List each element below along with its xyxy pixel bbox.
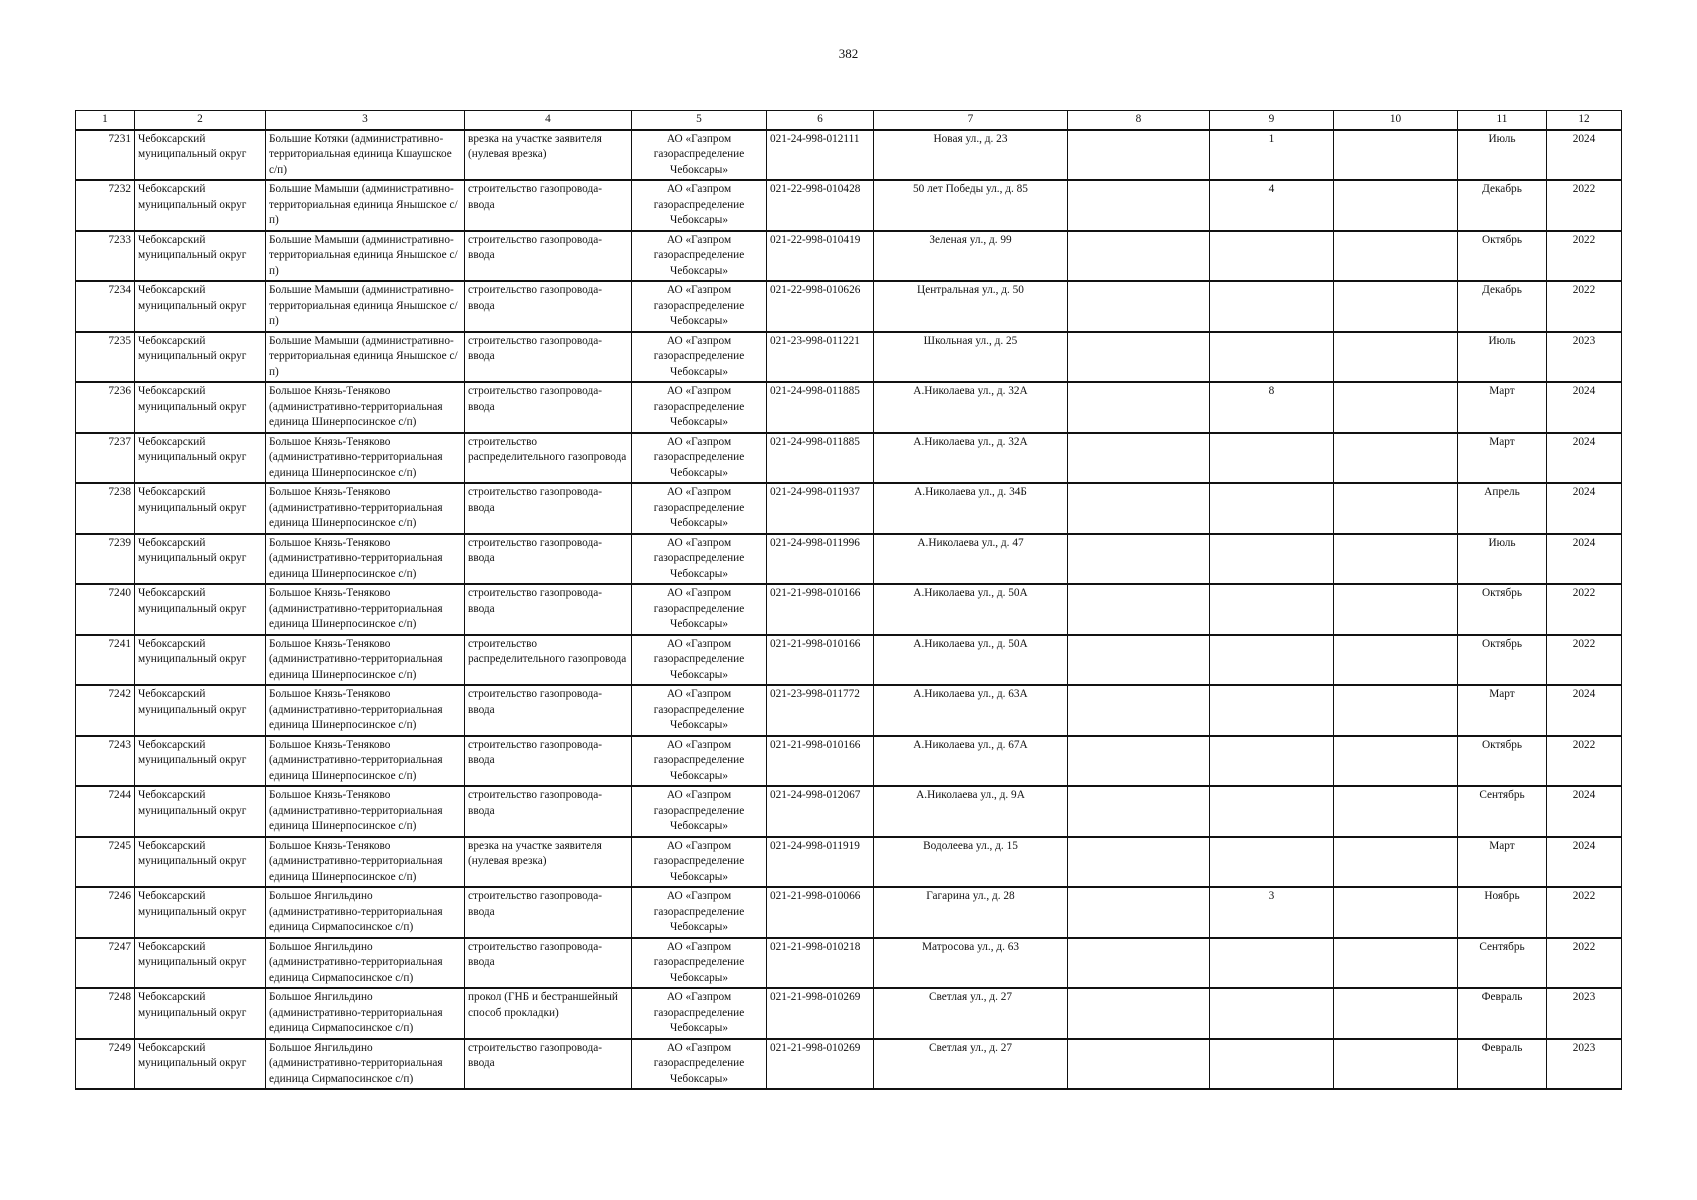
- column-header: 1: [76, 111, 135, 130]
- cell-col9: [1210, 736, 1334, 787]
- cell-code: 021-21-998-010269: [767, 988, 874, 1039]
- cell-col8: [1068, 988, 1210, 1039]
- cell-code: 021-21-998-010269: [767, 1039, 874, 1090]
- column-header: 6: [767, 111, 874, 130]
- cell-col9: [1210, 685, 1334, 736]
- cell-year: 2022: [1547, 281, 1622, 332]
- cell-col8: [1068, 180, 1210, 231]
- cell-work-type: врезка на участке заявителя (нулевая врезка): [465, 130, 632, 181]
- cell-number: 7246: [76, 887, 135, 938]
- cell-code: 021-22-998-010626: [767, 281, 874, 332]
- cell-number: 7249: [76, 1039, 135, 1090]
- column-header: 5: [632, 111, 767, 130]
- cell-month: Декабрь: [1458, 281, 1547, 332]
- cell-number: 7242: [76, 685, 135, 736]
- cell-district: Чебоксарский муниципальный округ: [135, 938, 266, 989]
- cell-number: 7234: [76, 281, 135, 332]
- cell-district: Чебоксарский муниципальный округ: [135, 685, 266, 736]
- cell-month: Март: [1458, 837, 1547, 888]
- cell-organization: АО «Газпром газораспределение Чебоксары»: [632, 584, 767, 635]
- cell-col9: [1210, 281, 1334, 332]
- cell-col8: [1068, 483, 1210, 534]
- cell-organization: АО «Газпром газораспределение Чебоксары»: [632, 988, 767, 1039]
- cell-col8: [1068, 382, 1210, 433]
- cell-address: Зеленая ул., д. 99: [874, 231, 1068, 282]
- cell-code: 021-21-998-010218: [767, 938, 874, 989]
- cell-col9: [1210, 534, 1334, 585]
- cell-organization: АО «Газпром газораспределение Чебоксары»: [632, 483, 767, 534]
- cell-year: 2022: [1547, 584, 1622, 635]
- cell-code: 021-21-998-010166: [767, 635, 874, 686]
- cell-month: Октябрь: [1458, 584, 1547, 635]
- table-row: [76, 988, 1622, 1039]
- cell-code: 021-24-998-012067: [767, 786, 874, 837]
- cell-month: Июль: [1458, 130, 1547, 181]
- cell-organization: АО «Газпром газораспределение Чебоксары»: [632, 786, 767, 837]
- table-row: [76, 483, 1622, 534]
- cell-district: Чебоксарский муниципальный округ: [135, 130, 266, 181]
- cell-district: Чебоксарский муниципальный округ: [135, 433, 266, 484]
- cell-work-type: строительство газопровода-ввода: [465, 584, 632, 635]
- cell-district: Чебоксарский муниципальный округ: [135, 786, 266, 837]
- cell-col10: [1334, 534, 1458, 585]
- cell-code: 021-24-998-011885: [767, 382, 874, 433]
- cell-year: 2024: [1547, 786, 1622, 837]
- cell-col10: [1334, 837, 1458, 888]
- cell-col10: [1334, 130, 1458, 181]
- cell-district: Чебоксарский муниципальный округ: [135, 1039, 266, 1090]
- cell-address: А.Николаева ул., д. 34Б: [874, 483, 1068, 534]
- cell-settlement: Большое Князь-Теняково (административно-территориальная единица Шинерпосинское с/п): [266, 786, 465, 837]
- cell-work-type: строительство распределительного газопровода: [465, 635, 632, 686]
- cell-year: 2024: [1547, 130, 1622, 181]
- cell-organization: АО «Газпром газораспределение Чебоксары»: [632, 332, 767, 383]
- data-table: [75, 110, 1622, 1090]
- cell-code: 021-24-998-011919: [767, 837, 874, 888]
- cell-number: 7239: [76, 534, 135, 585]
- column-header: 7: [874, 111, 1068, 130]
- cell-organization: АО «Газпром газораспределение Чебоксары»: [632, 736, 767, 787]
- cell-address: Центральная ул., д. 50: [874, 281, 1068, 332]
- cell-organization: АО «Газпром газораспределение Чебоксары»: [632, 635, 767, 686]
- cell-code: 021-24-998-012111: [767, 130, 874, 181]
- cell-col8: [1068, 1039, 1210, 1090]
- table-row: [76, 584, 1622, 635]
- cell-code: 021-24-998-011885: [767, 433, 874, 484]
- cell-code: 021-22-998-010428: [767, 180, 874, 231]
- cell-code: 021-23-998-011221: [767, 332, 874, 383]
- cell-organization: АО «Газпром газораспределение Чебоксары»: [632, 231, 767, 282]
- table-row: [76, 837, 1622, 888]
- cell-year: 2022: [1547, 938, 1622, 989]
- table-row: [76, 736, 1622, 787]
- cell-work-type: строительство газопровода-ввода: [465, 180, 632, 231]
- cell-year: 2023: [1547, 332, 1622, 383]
- cell-organization: АО «Газпром газораспределение Чебоксары»: [632, 382, 767, 433]
- cell-address: Матросова ул., д. 63: [874, 938, 1068, 989]
- cell-month: Октябрь: [1458, 736, 1547, 787]
- cell-number: 7243: [76, 736, 135, 787]
- cell-organization: АО «Газпром газораспределение Чебоксары»: [632, 887, 767, 938]
- table-row: [76, 281, 1622, 332]
- cell-year: 2024: [1547, 382, 1622, 433]
- cell-district: Чебоксарский муниципальный округ: [135, 635, 266, 686]
- cell-organization: АО «Газпром газораспределение Чебоксары»: [632, 1039, 767, 1090]
- cell-district: Чебоксарский муниципальный округ: [135, 837, 266, 888]
- cell-col9: 4: [1210, 180, 1334, 231]
- cell-district: Чебоксарский муниципальный округ: [135, 584, 266, 635]
- cell-year: 2024: [1547, 685, 1622, 736]
- column-header: 2: [135, 111, 266, 130]
- cell-col10: [1334, 281, 1458, 332]
- table-row: [76, 1039, 1622, 1090]
- cell-month: Октябрь: [1458, 635, 1547, 686]
- table-row: [76, 685, 1622, 736]
- cell-col10: [1334, 786, 1458, 837]
- cell-address: А.Николаева ул., д. 32А: [874, 433, 1068, 484]
- cell-code: 021-23-998-011772: [767, 685, 874, 736]
- cell-address: А.Николаева ул., д. 50А: [874, 584, 1068, 635]
- table-row: [76, 130, 1622, 181]
- cell-col10: [1334, 938, 1458, 989]
- column-header: 9: [1210, 111, 1334, 130]
- cell-number: 7231: [76, 130, 135, 181]
- cell-settlement: Большое Князь-Теняково (административно-территориальная единица Шинерпосинское с/п): [266, 685, 465, 736]
- cell-col10: [1334, 483, 1458, 534]
- cell-district: Чебоксарский муниципальный округ: [135, 281, 266, 332]
- cell-number: 7247: [76, 938, 135, 989]
- cell-month: Сентябрь: [1458, 786, 1547, 837]
- cell-district: Чебоксарский муниципальный округ: [135, 382, 266, 433]
- cell-settlement: Большое Князь-Теняково (административно-территориальная единица Шинерпосинское с/п): [266, 534, 465, 585]
- cell-district: Чебоксарский муниципальный округ: [135, 180, 266, 231]
- table-row: [76, 887, 1622, 938]
- cell-month: Апрель: [1458, 483, 1547, 534]
- table-row: [76, 433, 1622, 484]
- cell-col10: [1334, 180, 1458, 231]
- cell-organization: АО «Газпром газораспределение Чебоксары»: [632, 685, 767, 736]
- table-row: [76, 635, 1622, 686]
- table-row: [76, 534, 1622, 585]
- cell-work-type: строительство газопровода-ввода: [465, 786, 632, 837]
- cell-col8: [1068, 433, 1210, 484]
- cell-col10: [1334, 988, 1458, 1039]
- cell-year: 2024: [1547, 534, 1622, 585]
- cell-district: Чебоксарский муниципальный округ: [135, 887, 266, 938]
- cell-year: 2022: [1547, 180, 1622, 231]
- cell-col10: [1334, 584, 1458, 635]
- cell-settlement: Большое Князь-Теняково (административно-территориальная единица Шинерпосинское с/п): [266, 736, 465, 787]
- cell-col9: [1210, 635, 1334, 686]
- cell-number: 7240: [76, 584, 135, 635]
- cell-address: Гагарина ул., д. 28: [874, 887, 1068, 938]
- cell-settlement: Большое Янгильдино (административно-территориальная единица Сирмапосинское с/п): [266, 988, 465, 1039]
- cell-address: Школьная ул., д. 25: [874, 332, 1068, 383]
- cell-year: 2023: [1547, 988, 1622, 1039]
- cell-year: 2022: [1547, 887, 1622, 938]
- cell-settlement: Большие Котяки (административно-территориальная единица Кшаушское с/п): [266, 130, 465, 181]
- cell-settlement: Большие Мамыши (административно-территориальная единица Янышское с/п): [266, 332, 465, 383]
- cell-code: 021-24-998-011996: [767, 534, 874, 585]
- cell-address: Водолеева ул., д. 15: [874, 837, 1068, 888]
- cell-organization: АО «Газпром газораспределение Чебоксары»: [632, 433, 767, 484]
- cell-work-type: врезка на участке заявителя (нулевая врезка): [465, 837, 632, 888]
- cell-number: 7238: [76, 483, 135, 534]
- cell-settlement: Большие Мамыши (административно-территориальная единица Янышское с/п): [266, 180, 465, 231]
- table-row: [76, 938, 1622, 989]
- cell-col10: [1334, 433, 1458, 484]
- cell-address: Светлая ул., д. 27: [874, 1039, 1068, 1090]
- cell-col10: [1334, 685, 1458, 736]
- cell-number: 7241: [76, 635, 135, 686]
- cell-settlement: Большое Янгильдино (административно-территориальная единица Сирмапосинское с/п): [266, 887, 465, 938]
- cell-work-type: строительство газопровода-ввода: [465, 332, 632, 383]
- cell-year: 2024: [1547, 837, 1622, 888]
- cell-number: 7236: [76, 382, 135, 433]
- cell-address: А.Николаева ул., д. 63А: [874, 685, 1068, 736]
- cell-col9: [1210, 786, 1334, 837]
- column-header: 11: [1458, 111, 1547, 130]
- cell-month: Декабрь: [1458, 180, 1547, 231]
- cell-settlement: Большое Князь-Теняково (административно-территориальная единица Шинерпосинское с/п): [266, 483, 465, 534]
- cell-settlement: Большое Князь-Теняково (административно-территориальная единица Шинерпосинское с/п): [266, 635, 465, 686]
- cell-settlement: Большие Мамыши (административно-территориальная единица Янышское с/п): [266, 231, 465, 282]
- cell-col8: [1068, 281, 1210, 332]
- cell-organization: АО «Газпром газораспределение Чебоксары»: [632, 281, 767, 332]
- cell-district: Чебоксарский муниципальный округ: [135, 483, 266, 534]
- cell-col10: [1334, 382, 1458, 433]
- page-number: 382: [838, 46, 859, 61]
- cell-address: А.Николаева ул., д. 50А: [874, 635, 1068, 686]
- column-header: 4: [465, 111, 632, 130]
- column-header: 3: [266, 111, 465, 130]
- cell-district: Чебоксарский муниципальный округ: [135, 534, 266, 585]
- cell-settlement: Большое Янгильдино (административно-территориальная единица Сирмапосинское с/п): [266, 938, 465, 989]
- cell-work-type: строительство газопровода-ввода: [465, 1039, 632, 1090]
- cell-settlement: Большие Мамыши (административно-территориальная единица Янышское с/п): [266, 281, 465, 332]
- cell-col10: [1334, 1039, 1458, 1090]
- table-row: [76, 332, 1622, 383]
- cell-code: 021-21-998-010166: [767, 736, 874, 787]
- column-header: 8: [1068, 111, 1210, 130]
- cell-address: Светлая ул., д. 27: [874, 988, 1068, 1039]
- cell-col9: 1: [1210, 130, 1334, 181]
- cell-code: 021-21-998-010066: [767, 887, 874, 938]
- cell-col9: [1210, 231, 1334, 282]
- cell-col9: [1210, 483, 1334, 534]
- cell-district: Чебоксарский муниципальный округ: [135, 736, 266, 787]
- cell-col8: [1068, 938, 1210, 989]
- header-row: [76, 111, 1622, 130]
- cell-settlement: Большое Князь-Теняково (административно-территориальная единица Шинерпосинское с/п): [266, 837, 465, 888]
- cell-col9: [1210, 433, 1334, 484]
- cell-work-type: строительство газопровода-ввода: [465, 887, 632, 938]
- cell-month: Июль: [1458, 332, 1547, 383]
- cell-year: 2023: [1547, 1039, 1622, 1090]
- cell-col8: [1068, 332, 1210, 383]
- cell-number: 7237: [76, 433, 135, 484]
- cell-organization: АО «Газпром газораспределение Чебоксары»: [632, 837, 767, 888]
- cell-settlement: Большое Князь-Теняково (административно-территориальная единица Шинерпосинское с/п): [266, 584, 465, 635]
- table-row: [76, 382, 1622, 433]
- cell-month: Март: [1458, 382, 1547, 433]
- cell-col10: [1334, 231, 1458, 282]
- cell-address: 50 лет Победы ул., д. 85: [874, 180, 1068, 231]
- cell-col8: [1068, 534, 1210, 585]
- cell-year: 2022: [1547, 635, 1622, 686]
- cell-col8: [1068, 584, 1210, 635]
- cell-address: А.Николаева ул., д. 9А: [874, 786, 1068, 837]
- cell-settlement: Большое Князь-Теняково (административно-территориальная единица Шинерпосинское с/п): [266, 433, 465, 484]
- cell-col8: [1068, 685, 1210, 736]
- cell-col8: [1068, 736, 1210, 787]
- cell-number: 7235: [76, 332, 135, 383]
- cell-month: Ноябрь: [1458, 887, 1547, 938]
- cell-year: 2022: [1547, 231, 1622, 282]
- cell-month: Февраль: [1458, 988, 1547, 1039]
- cell-address: А.Николаева ул., д. 67А: [874, 736, 1068, 787]
- cell-work-type: строительство газопровода-ввода: [465, 483, 632, 534]
- cell-organization: АО «Газпром газораспределение Чебоксары»: [632, 180, 767, 231]
- cell-year: 2024: [1547, 483, 1622, 534]
- cell-month: Февраль: [1458, 1039, 1547, 1090]
- cell-work-type: строительство распределительного газопровода: [465, 433, 632, 484]
- cell-district: Чебоксарский муниципальный округ: [135, 332, 266, 383]
- cell-district: Чебоксарский муниципальный округ: [135, 231, 266, 282]
- cell-col10: [1334, 887, 1458, 938]
- cell-col8: [1068, 837, 1210, 888]
- cell-number: 7245: [76, 837, 135, 888]
- cell-organization: АО «Газпром газораспределение Чебоксары»: [632, 534, 767, 585]
- cell-work-type: строительство газопровода-ввода: [465, 938, 632, 989]
- cell-work-type: прокол (ГНБ и бестраншейный способ прокладки): [465, 988, 632, 1039]
- cell-col8: [1068, 231, 1210, 282]
- cell-col9: [1210, 584, 1334, 635]
- cell-district: Чебоксарский муниципальный округ: [135, 988, 266, 1039]
- cell-code: 021-21-998-010166: [767, 584, 874, 635]
- cell-col8: [1068, 130, 1210, 181]
- cell-col10: [1334, 332, 1458, 383]
- cell-number: 7248: [76, 988, 135, 1039]
- cell-col8: [1068, 887, 1210, 938]
- cell-work-type: строительство газопровода-ввода: [465, 685, 632, 736]
- cell-col9: 8: [1210, 382, 1334, 433]
- cell-col8: [1068, 635, 1210, 686]
- column-header: 10: [1334, 111, 1458, 130]
- cell-col9: [1210, 332, 1334, 383]
- cell-settlement: Большое Янгильдино (административно-территориальная единица Сирмапосинское с/п): [266, 1039, 465, 1090]
- cell-month: Март: [1458, 685, 1547, 736]
- cell-organization: АО «Газпром газораспределение Чебоксары»: [632, 130, 767, 181]
- cell-col9: [1210, 938, 1334, 989]
- cell-work-type: строительство газопровода-ввода: [465, 736, 632, 787]
- cell-col9: 3: [1210, 887, 1334, 938]
- cell-work-type: строительство газопровода-ввода: [465, 231, 632, 282]
- column-header: 12: [1547, 111, 1622, 130]
- table-row: [76, 786, 1622, 837]
- cell-organization: АО «Газпром газораспределение Чебоксары»: [632, 938, 767, 989]
- cell-year: 2024: [1547, 433, 1622, 484]
- cell-year: 2022: [1547, 736, 1622, 787]
- table-row: [76, 180, 1622, 231]
- cell-code: 021-24-998-011937: [767, 483, 874, 534]
- cell-code: 021-22-998-010419: [767, 231, 874, 282]
- cell-number: 7244: [76, 786, 135, 837]
- cell-address: А.Николаева ул., д. 47: [874, 534, 1068, 585]
- cell-col9: [1210, 988, 1334, 1039]
- cell-number: 7232: [76, 180, 135, 231]
- cell-address: А.Николаева ул., д. 32А: [874, 382, 1068, 433]
- cell-settlement: Большое Князь-Теняково (административно-территориальная единица Шинерпосинское с/п): [266, 382, 465, 433]
- cell-month: Октябрь: [1458, 231, 1547, 282]
- cell-month: Июль: [1458, 534, 1547, 585]
- cell-work-type: строительство газопровода-ввода: [465, 534, 632, 585]
- cell-col8: [1068, 786, 1210, 837]
- table-row: [76, 231, 1622, 282]
- cell-number: 7233: [76, 231, 135, 282]
- cell-address: Новая ул., д. 23: [874, 130, 1068, 181]
- cell-work-type: строительство газопровода-ввода: [465, 382, 632, 433]
- cell-work-type: строительство газопровода-ввода: [465, 281, 632, 332]
- cell-month: Сентябрь: [1458, 938, 1547, 989]
- cell-col9: [1210, 837, 1334, 888]
- cell-col10: [1334, 635, 1458, 686]
- cell-col9: [1210, 1039, 1334, 1090]
- cell-col10: [1334, 736, 1458, 787]
- cell-month: Март: [1458, 433, 1547, 484]
